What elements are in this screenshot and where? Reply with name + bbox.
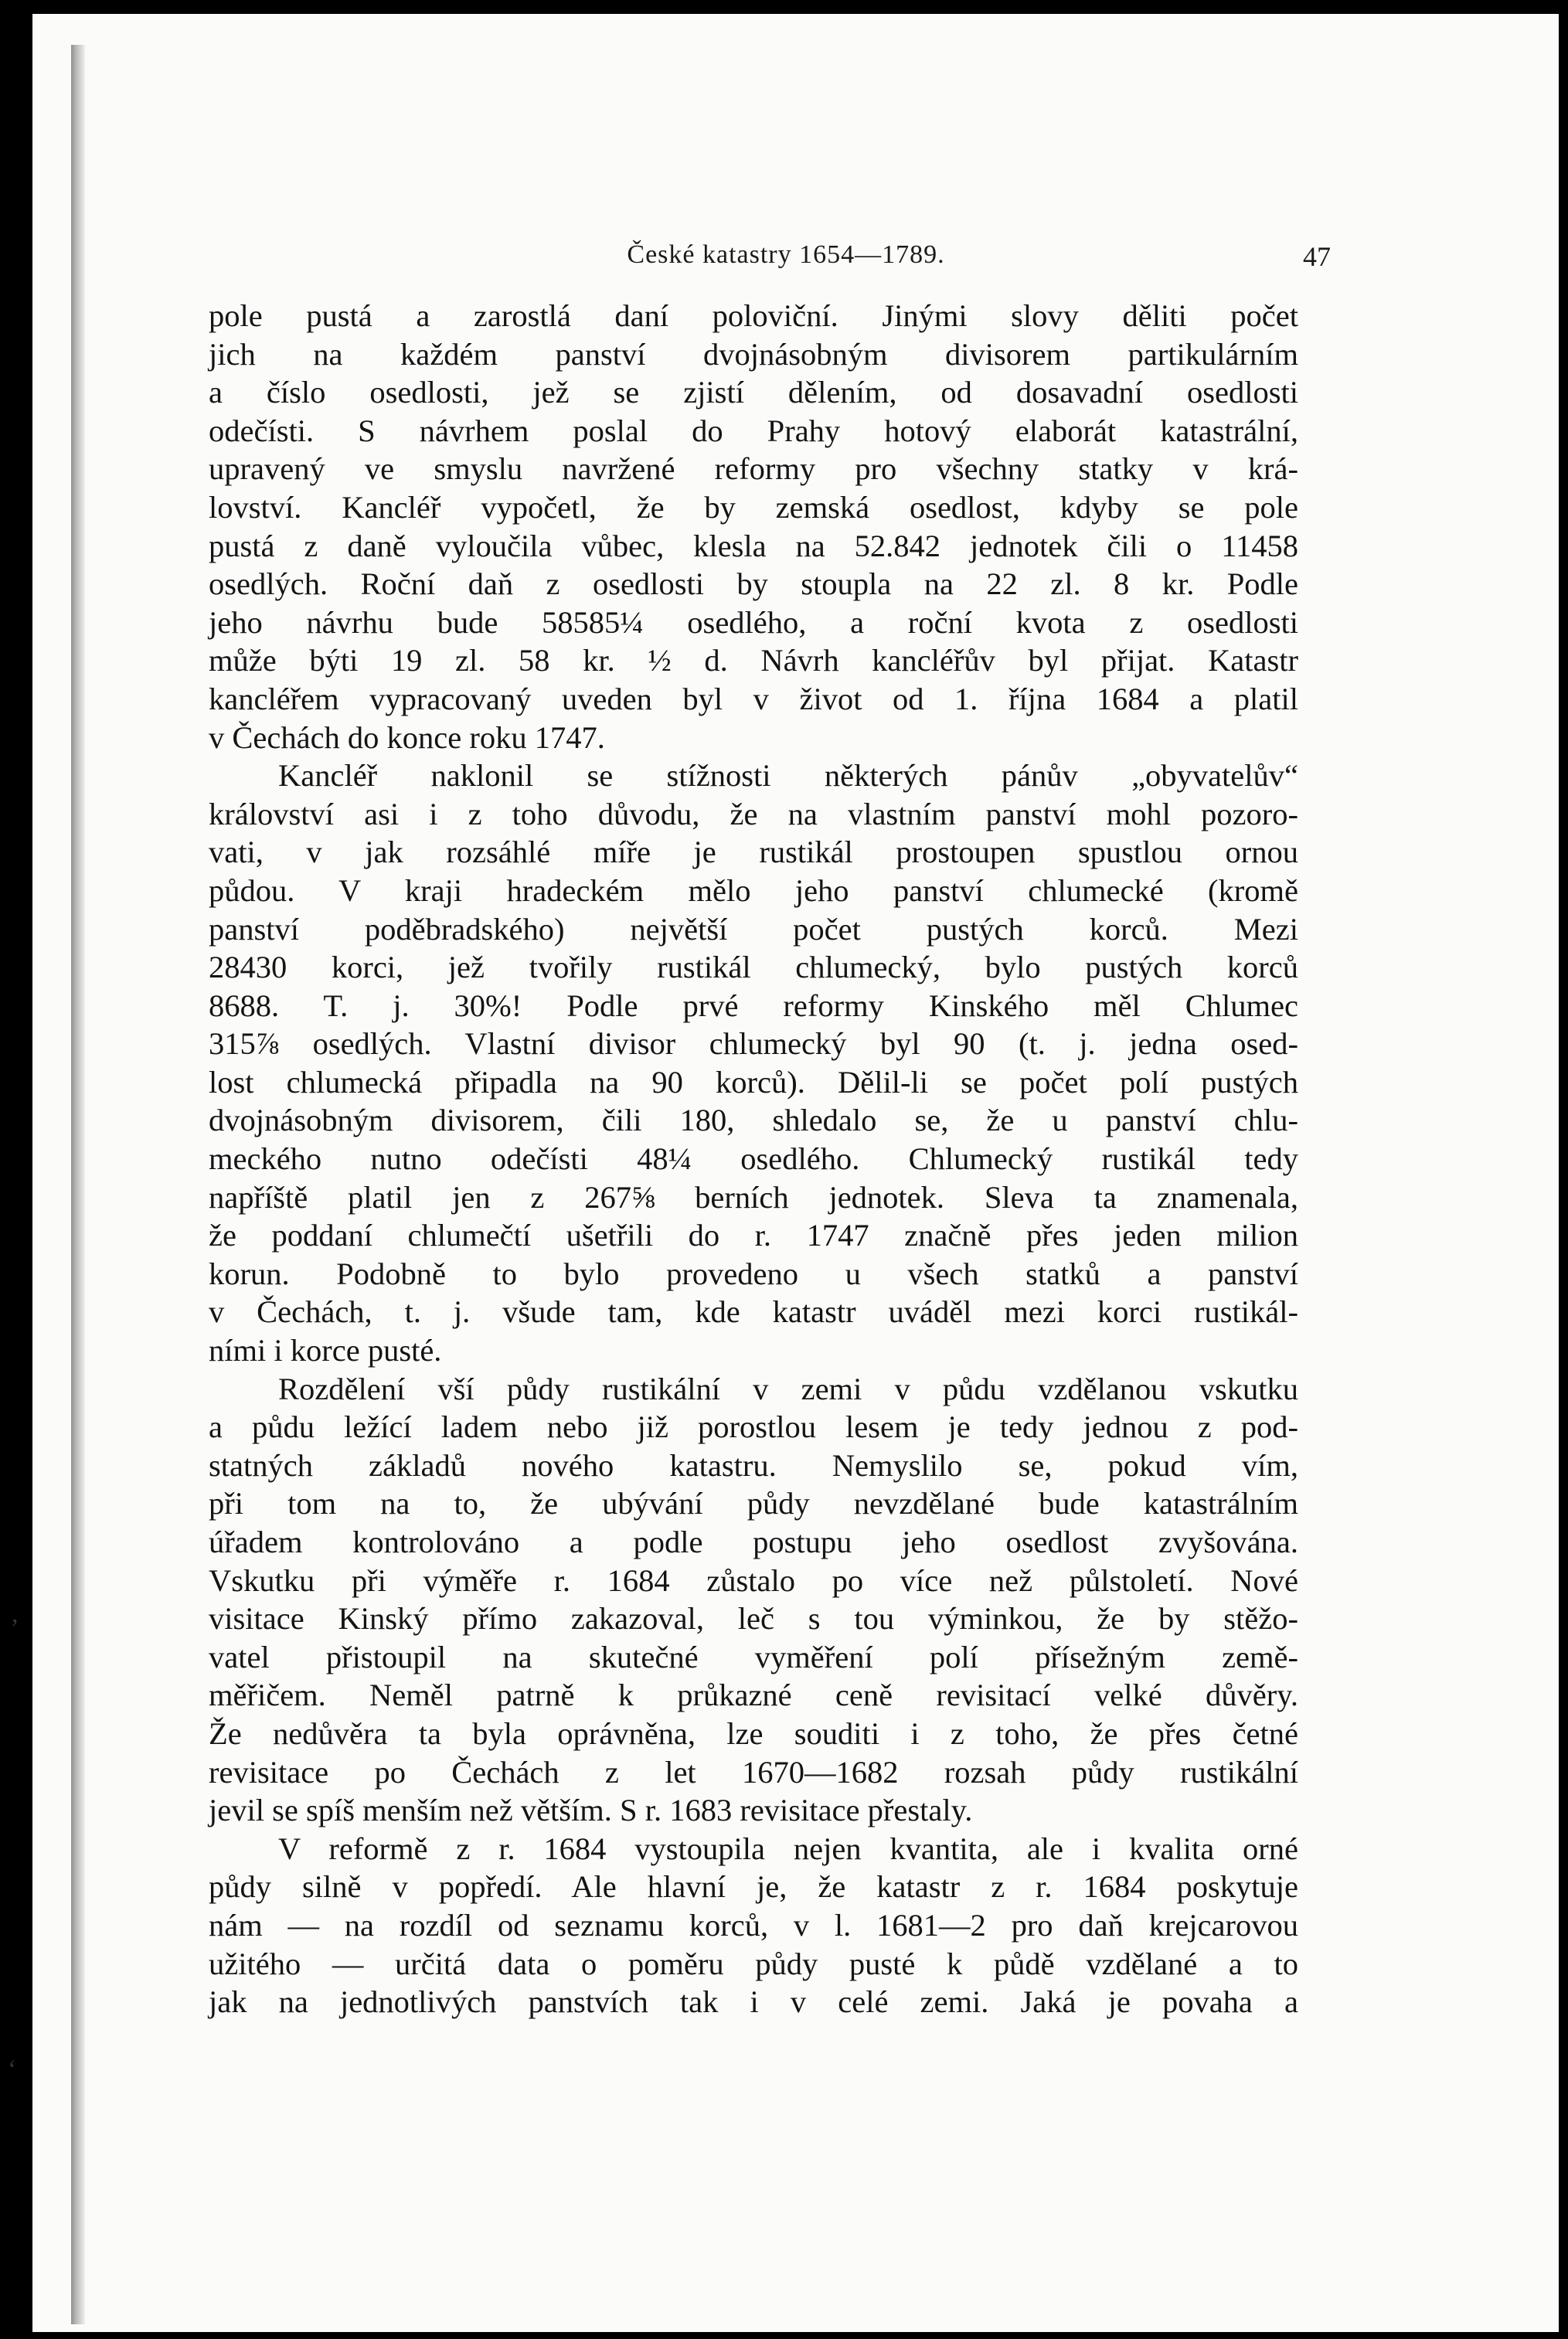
text-line: Že nedůvěra ta byla oprávněna, lze souditi i z toho, že přes četné — [209, 1715, 1298, 1751]
text-line: osedlých. Roční daň z osedlosti by stoupla na 22 zl. 8 kr. Podle — [209, 566, 1298, 602]
text-line: jich na každém panství dvojnásobným divisorem partikulárním — [209, 336, 1298, 372]
text-line: vatel přistoupil na skutečné vyměření polí přísežným země- — [209, 1639, 1298, 1674]
paragraph — [209, 297, 1298, 756]
body-text — [209, 297, 1298, 2021]
text-line: dvojnásobným divisorem, čili 180, shledalo se, že u panství chlu- — [209, 1103, 1298, 1138]
text-line: pustá z daně vyloučila vůbec, klesla na 52.842 jednotek čili o 11458 — [209, 528, 1298, 563]
text-line: upravený ve smyslu navržené reformy pro všechny statky v krá- — [209, 451, 1298, 487]
text-line: meckého nutno odečísti 48¼ osedlého. Chlumecký rustikál tedy — [209, 1141, 1298, 1177]
margin-speck: , — [12, 1600, 19, 1628]
text-line: Vskutku při výměře r. 1684 zůstalo po více než půlstoletí. Nové — [209, 1562, 1298, 1598]
text-line: visitace Kinský přímo zakazoval, leč s tou výminkou, že by stěžo- — [209, 1601, 1298, 1637]
paragraph — [209, 1370, 1298, 1830]
paragraph — [209, 1830, 1298, 2021]
text-line: půdou. V kraji hradeckém mělo jeho panství chlumecké (kromě — [209, 872, 1298, 908]
text-line: 28430 korci, jež tvořily rustikál chlumecký, bylo pustých korců — [209, 950, 1298, 985]
text-line: užitého — určitá data o poměru půdy pusté k půdě vzdělané a to — [209, 1946, 1298, 1981]
text-line: Rozdělení vší půdy rustikální v zemi v půdu vzdělanou vskutku — [278, 1371, 1298, 1406]
text-line: revisitace po Čechách z let 1670—1682 rozsah půdy rustikální — [209, 1754, 1298, 1790]
margin-speck: ʻ — [8, 2055, 17, 2084]
text-line: při tom na to, že ubývání půdy nevzdělané bude katastrálním — [209, 1486, 1298, 1521]
text-line: měřičem. Neměl patrně k průkazné ceně revisitací velké důvěry. — [209, 1678, 1298, 1713]
text-line: lost chlumecká připadla na 90 korců). Dělil-li se počet polí pustých — [209, 1064, 1298, 1100]
text-line: 8688. T. j. 30%! Podle prvé reformy Kinského měl Chlumec — [209, 988, 1298, 1023]
text-line: statných základů nového katastru. Nemyslilo se, pokud vím, — [209, 1447, 1298, 1483]
text-line: půdy silně v popředí. Ale hlavní je, že katastr z r. 1684 poskytuje — [209, 1869, 1298, 1905]
text-line: lovství. Kancléř vypočetl, že by zemská osedlost, kdyby se pole — [209, 489, 1298, 525]
text-line: v Čechách, t. j. všude tam, kde katastr uváděl mezi korci rustikál- — [209, 1294, 1298, 1330]
text-line: může býti 19 zl. 58 kr. ½ d. Návrh kancléřův byl přijat. Katastr — [209, 643, 1298, 678]
page-binding-edge — [71, 45, 85, 2324]
text-line: 315⅞ osedlých. Vlastní divisor chlumecký byl 90 (t. j. jedna osed- — [209, 1026, 1298, 1062]
text-line: a půdu ležící ladem nebo již porostlou lesem je tedy jednou z pod- — [209, 1409, 1298, 1445]
running-head-title: České katastry 1654—1789. — [627, 240, 945, 269]
text-line: Kancléř naklonil se stížnosti některých pánův „obyvatelův“ — [278, 758, 1298, 794]
text-line: pole pustá a zarostlá daní poloviční. Jinými slovy děliti počet — [209, 298, 1298, 333]
text-line: panství poděbradského) největší počet pustých korců. Mezi — [209, 911, 1298, 947]
text-line: království asi i z toho důvodu, že na vlastním panství mohl pozoro- — [209, 796, 1298, 831]
text-line: úřadem kontrolováno a podle postupu jeho osedlost zvyšována. — [209, 1525, 1298, 1559]
text-line: korun. Podobně to bylo provedeno u všech statků a panství — [209, 1256, 1298, 1291]
text-line: jak na jednotlivých panstvích tak i v celé zemi. Jaká je povaha a — [209, 1984, 1298, 2020]
page-number: 47 — [1303, 241, 1331, 272]
running-head — [241, 240, 1331, 284]
text-line: nám — na rozdíl od seznamu korců, v l. 1681—2 pro daň krejcarovou — [209, 1907, 1298, 1943]
text-line: v Čechách do konce roku 1747. — [209, 719, 605, 755]
text-line: odečísti. S návrhem poslal do Prahy hotový elaborát katastrální, — [209, 413, 1298, 448]
text-line: kancléřem vypracovaný uveden byl v život od 1. října 1684 a platil — [209, 681, 1298, 716]
text-line: ními i korce pusté. — [209, 1333, 442, 1368]
text-line: vati, v jak rozsáhlé míře je rustikál prostoupen spustlou ornou — [209, 835, 1298, 870]
text-line: že poddaní chlumečtí ušetřili do r. 1747 značně přes jeden milion — [209, 1218, 1298, 1253]
paragraph — [209, 756, 1298, 1370]
text-line: jevil se spíš menším než větším. S r. 1683 revisitace přestaly. — [209, 1793, 973, 1828]
text-line: V reformě z r. 1684 vystoupila nejen kvantita, ale i kvalita orné — [278, 1831, 1298, 1866]
text-line: a číslo osedlosti, jež se zjistí dělením, od dosavadní osedlosti — [209, 375, 1298, 410]
text-line: jeho návrhu bude 58585¼ osedlého, a roční kvota z osedlosti — [209, 604, 1298, 640]
text-line: napříště platil jen z 267⅝ berních jednotek. Sleva ta znamenala, — [209, 1179, 1298, 1215]
